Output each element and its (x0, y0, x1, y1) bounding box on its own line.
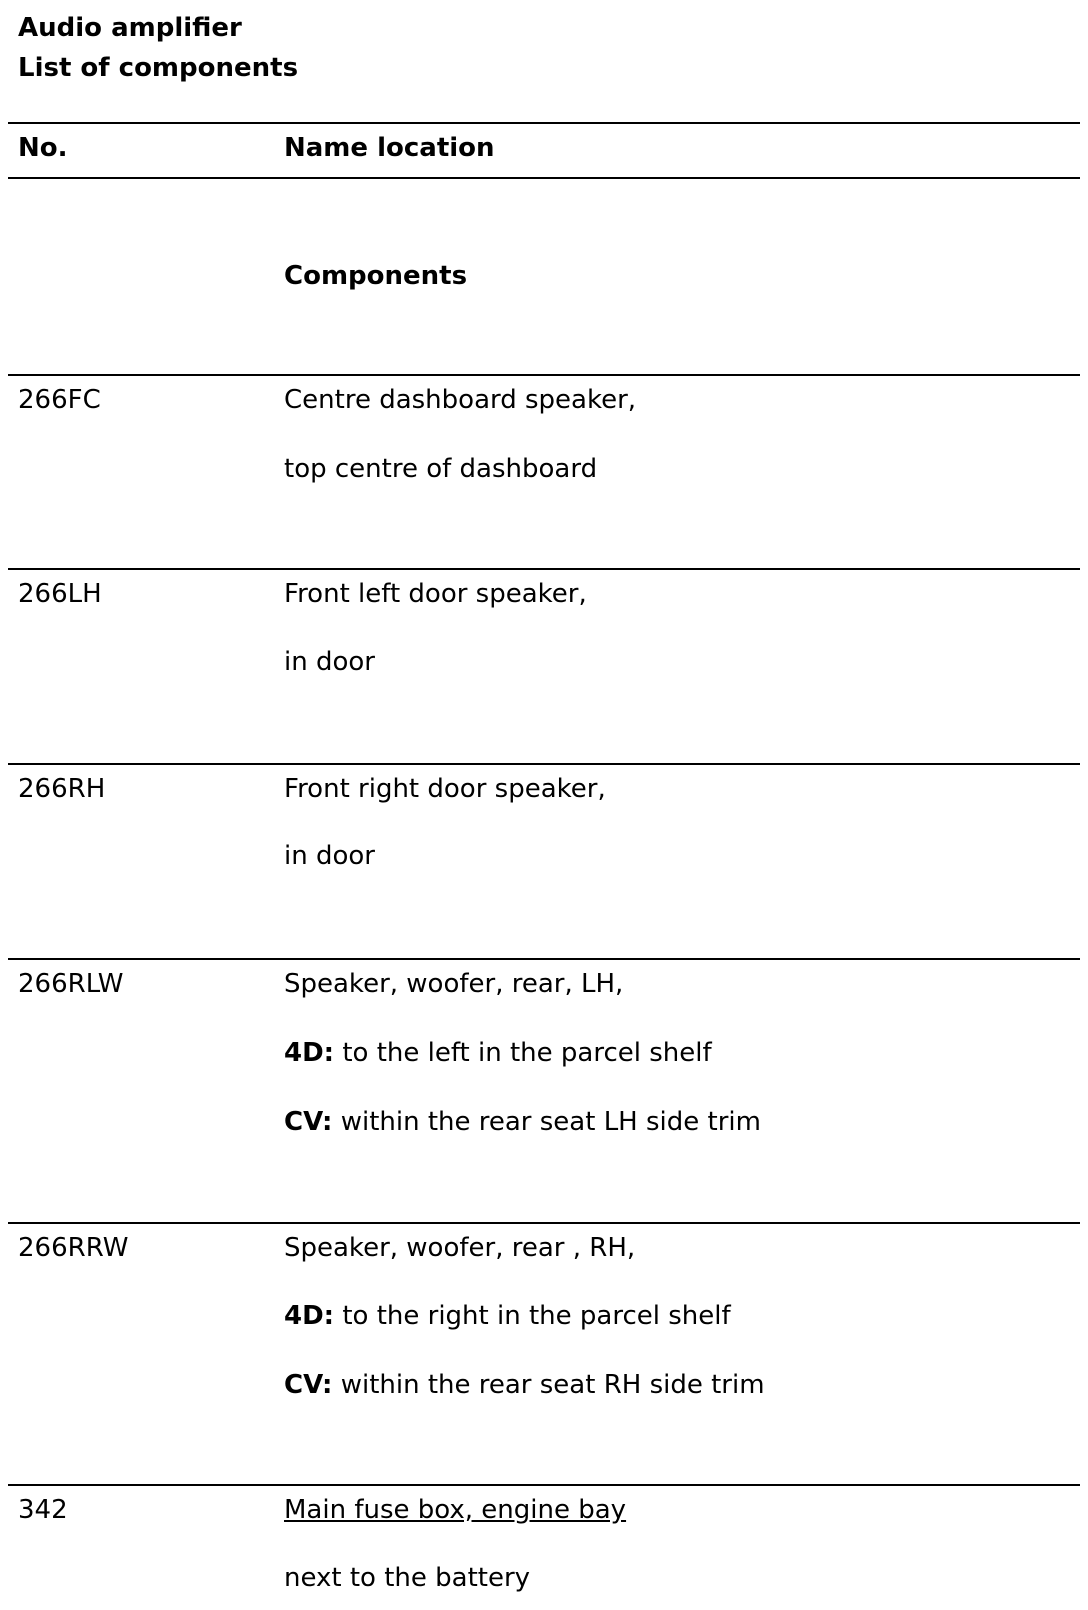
component-name: Speaker, woofer, rear , RH, (284, 1233, 636, 1263)
component-name-link[interactable]: Main fuse box, engine bay (284, 1495, 627, 1525)
row-divider (8, 958, 1080, 960)
variant-text-cv: within the rear seat RH side trim (332, 1370, 765, 1400)
component-location: in door (284, 647, 375, 677)
variant-label-cv: CV: (284, 1107, 333, 1137)
variant-text-4d: to the left in the parcel shelf (334, 1038, 712, 1068)
variant-text-cv: within the rear seat LH side trim (332, 1107, 761, 1137)
variant-text-4d: to the right in the parcel shelf (334, 1301, 731, 1331)
component-name: Speaker, woofer, rear, LH, (284, 969, 624, 999)
table-top-rule (8, 122, 1080, 124)
component-number: 342 (18, 1495, 68, 1525)
column-header-name-location: Name location (284, 133, 495, 163)
component-location: in door (284, 841, 375, 871)
component-name: Centre dashboard speaker, (284, 385, 637, 415)
component-location-cv (284, 1106, 761, 1138)
component-location-4d (284, 1037, 712, 1069)
header-bottom-rule (8, 177, 1080, 179)
component-location: next to the battery (284, 1563, 531, 1593)
variant-label-4d: 4D: (284, 1038, 335, 1068)
component-name: Front right door speaker, (284, 774, 606, 804)
component-location-cv (284, 1369, 765, 1401)
component-location: top centre of dashboard (284, 454, 598, 484)
component-number: 266FC (18, 385, 101, 415)
document-subtitle: List of components (18, 53, 299, 83)
component-number: 266LH (18, 579, 102, 609)
row-divider (8, 1484, 1080, 1486)
component-name: Front left door speaker, (284, 579, 587, 609)
row-divider (8, 374, 1080, 376)
document-title: Audio amplifier (18, 13, 242, 43)
row-divider (8, 568, 1080, 570)
component-number: 266RRW (18, 1233, 129, 1263)
component-location-4d (284, 1300, 731, 1332)
component-number: 266RH (18, 774, 106, 804)
component-number: 266RLW (18, 969, 124, 999)
row-divider (8, 763, 1080, 765)
column-header-no: No. (18, 133, 68, 163)
row-divider (8, 1222, 1080, 1224)
variant-label-4d: 4D: (284, 1301, 335, 1331)
section-heading: Components (284, 261, 468, 291)
variant-label-cv: CV: (284, 1370, 333, 1400)
